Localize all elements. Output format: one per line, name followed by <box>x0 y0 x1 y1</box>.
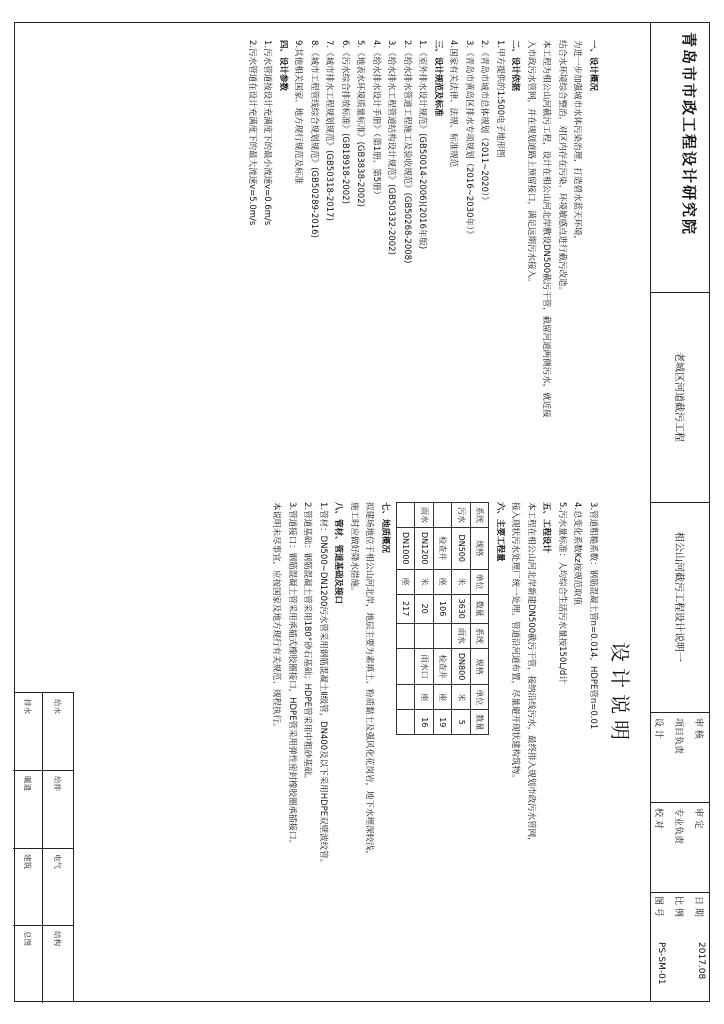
section-3-item: 9.其他相关国家、地方现行规范及标准 <box>293 40 304 185</box>
table-cell <box>415 623 434 648</box>
section-3-item: 4.《给水排水设计手册》（第1册、第5册） <box>371 40 381 200</box>
table-header-cell: 规格 <box>471 528 490 570</box>
table-cell: 米 <box>452 685 471 710</box>
table-cell: DN1000 <box>397 528 416 570</box>
section-1-line: 结合水环境综合整治，对区内存在污染、环境敏感点进行截污改造。 <box>557 40 567 296</box>
table-cell: 雨水 <box>415 503 434 528</box>
revision-label: 给水 <box>53 699 62 714</box>
table-cell <box>434 623 453 648</box>
table-header-cell: 系统 <box>471 623 490 648</box>
table-row <box>434 503 453 735</box>
role-approve: 审 定 <box>693 808 703 829</box>
section-3-heading: 三、设计规范及标准 <box>433 40 443 117</box>
role-discipline-lead: 专业负责 <box>673 808 683 845</box>
section-7-heading: 七、地质概况 <box>380 502 390 554</box>
section-8-item: 1.管材：DN500~DN1200污水管采用钢筋混凝土Ⅱ级管，DN400及以下采用HDPE双壁波纹管。 <box>318 502 328 868</box>
section-3-item: 6.《污水综合排放标准》(GB18918-2002) <box>340 40 350 204</box>
table-cell <box>397 710 416 735</box>
table-header-row <box>471 503 490 735</box>
text-column-2 <box>268 502 600 982</box>
table-cell <box>397 685 416 710</box>
table-row <box>452 503 471 735</box>
table-cell: 3630 <box>452 594 471 623</box>
section-4-item: 4.总变化系数Kz按规范取值 <box>572 502 583 606</box>
number-label: 图 号 <box>653 896 663 917</box>
table-cell: 污水 <box>452 503 471 528</box>
table-cell: 米 <box>415 569 434 594</box>
table-cell: DN500 <box>452 528 471 570</box>
section-7-line: 拟建场地位于相公山河北岸，地层主要为素填土、粉质黏土及强风化花岗岩，地下水埋深较浅， <box>364 502 375 860</box>
section-5-line: 本工程在相公山河北岸新建DN500截污干管，接纳沿线污水，最终排入规划市政污水管网， <box>526 502 536 846</box>
drawing-name: 相公山河截污工程设计说明一 <box>673 532 684 662</box>
section-4-item: 1.污水管道按设计充满度下的最小流速v=0.6m/s <box>262 40 273 226</box>
table-header-cell: 数量 <box>471 594 490 623</box>
section-3-item: 3.《给水排水工程管道结构设计规范》(GB50332-2002) <box>386 40 397 255</box>
section-1-line: 为进一步加强城市水体污染治理，打造碧水蓝天环境， <box>572 40 583 245</box>
table-cell <box>434 503 453 528</box>
table-cell: 19 <box>434 710 453 735</box>
title-block <box>650 22 710 1002</box>
section-3-item: 7.《城市排水工程规划规范》(GB50318-2017) <box>324 40 335 221</box>
table-cell: DN1200 <box>415 528 434 570</box>
text-column-1 <box>244 40 601 480</box>
table-header-cell: 单位 <box>471 685 490 710</box>
table-header-cell: 规格 <box>471 648 490 684</box>
table-cell <box>397 503 416 528</box>
table-cell <box>397 648 416 684</box>
date-label: 日 期 <box>693 896 703 917</box>
revision-label: 排水 <box>23 699 32 714</box>
revision-block <box>14 692 74 1002</box>
date-value: 2017.08 <box>696 942 706 980</box>
revision-label: 暖通 <box>23 776 32 791</box>
section-1-heading: 一、设计概况 <box>588 40 598 92</box>
drawing-sheet <box>14 22 710 1002</box>
role-review: 审 核 <box>693 718 703 739</box>
revision-label: 建筑 <box>23 854 32 869</box>
number-value: PS-SM-01 <box>656 942 666 985</box>
section-2-heading: 二、设计依据 <box>510 40 521 92</box>
section-4-item: 5.污水量标准：人均综合生活污水量按150L/d计 <box>557 502 567 684</box>
quantity-table <box>396 502 490 735</box>
table-cell: 217 <box>397 594 416 623</box>
section-2-item: 4.国家有关法律、法规、标准规范 <box>448 40 459 168</box>
section-1-line: 本工程为相公山河截污工程，设计在相公山河北岸敷设DN500截污干管，截留河道两侧污水，就近接 <box>541 40 552 418</box>
table-cell: 检查井 <box>434 528 453 570</box>
section-5-line: 接入现状污水处理厂统一处理。管道沿河道布置，尽量避开现状建构筑物。 <box>510 502 521 783</box>
section-4-item: 2.污水管道在设计充满度下的最大流速v=5.0m/s <box>247 40 257 226</box>
revision-label: 给排 <box>53 776 62 791</box>
table-cell: 座 <box>434 685 453 710</box>
table-cell: 检查井 <box>434 648 453 684</box>
section-7-line: 施工时应做好降水措施。 <box>349 502 359 596</box>
section-8-item: 3.管道接口：钢筋混凝土管采用承插式橡胶圈接口，HDPE管采用弹性密封橡胶圈承插接口。 <box>287 502 297 849</box>
role-design: 设 计 <box>653 718 663 739</box>
project-name: 老城区河道截污工程 <box>673 352 684 442</box>
section-3-item: 5.《地表水环境质量标准》(GB3838-2002) <box>355 40 366 207</box>
revision-label: 总图 <box>23 931 32 946</box>
table-cell: 座 <box>415 685 434 710</box>
section-8-item: 2.管道基础：钢筋混凝土管采用180°砂石基础；HDPE管采用中粗砂基础。 <box>302 502 313 784</box>
table-header-cell: 系统 <box>471 503 490 528</box>
table-header-cell: 数量 <box>471 710 490 735</box>
table-cell: 座 <box>434 569 453 594</box>
table-row <box>415 503 434 735</box>
institute-name: 青岛市市政工程设计研究院 <box>680 32 698 237</box>
section-3-item: 2.《给水排水管道工程施工及验收规范》(GB50268-2008) <box>402 40 412 264</box>
section-8-heading: 八、管材、管道基础及接口 <box>333 502 344 605</box>
table-cell: 米 <box>452 569 471 594</box>
table-cell: 20 <box>415 594 434 623</box>
section-1-line: 入市政污水管网，并在规划道路上预留接口，满足远期污水接入。 <box>526 40 536 287</box>
role-check: 校 对 <box>653 808 663 829</box>
sheet-title: 设计说明 <box>608 642 632 746</box>
section-5-heading: 五、工程设计 <box>541 502 552 554</box>
table-cell: 雨水口 <box>415 648 434 684</box>
closing-note: 本说明未尽事宜，应按国家及地方现行有关规范、规程执行。 <box>271 502 282 732</box>
table-cell: DN800 <box>452 648 471 684</box>
table-header-cell: 单位 <box>471 569 490 594</box>
section-4-item: 3.管道粗糙系数：钢筋混凝土管n=0.014，HDPE管n=0.01 <box>588 502 598 730</box>
section-2-item: 2.《青岛市城市总体规划（2011~2020）》 <box>479 40 490 205</box>
revision-label: 结构 <box>53 931 62 946</box>
table-cell: 座 <box>397 569 416 594</box>
table-cell <box>397 623 416 648</box>
section-3-item: 1.《室外排水设计规范》(GB50014-2006)(2016年版) <box>417 40 428 250</box>
section-2-item: 3.《青岛市黄岛区排水专项规划（2016~2030年）》 <box>464 40 474 239</box>
table-cell: 雨水 <box>452 623 471 648</box>
table-cell: 5 <box>452 710 471 735</box>
role-project-lead: 项目负责 <box>673 718 683 755</box>
scale-label: 比 例 <box>673 896 683 917</box>
section-6-heading: 六、主要工程量 <box>495 502 505 562</box>
section-4-heading: 四、设计参数 <box>278 40 288 92</box>
table-cell: 106 <box>434 594 453 623</box>
table-cell: 16 <box>415 710 434 735</box>
section-2-item: 1.甲方提供的1:500电子地形图 <box>495 40 505 158</box>
table-row <box>397 503 416 735</box>
section-3-item: 8.《城市工程管线综合规划规范》(GB50289-2016) <box>309 40 319 238</box>
revision-label: 电气 <box>53 854 62 869</box>
